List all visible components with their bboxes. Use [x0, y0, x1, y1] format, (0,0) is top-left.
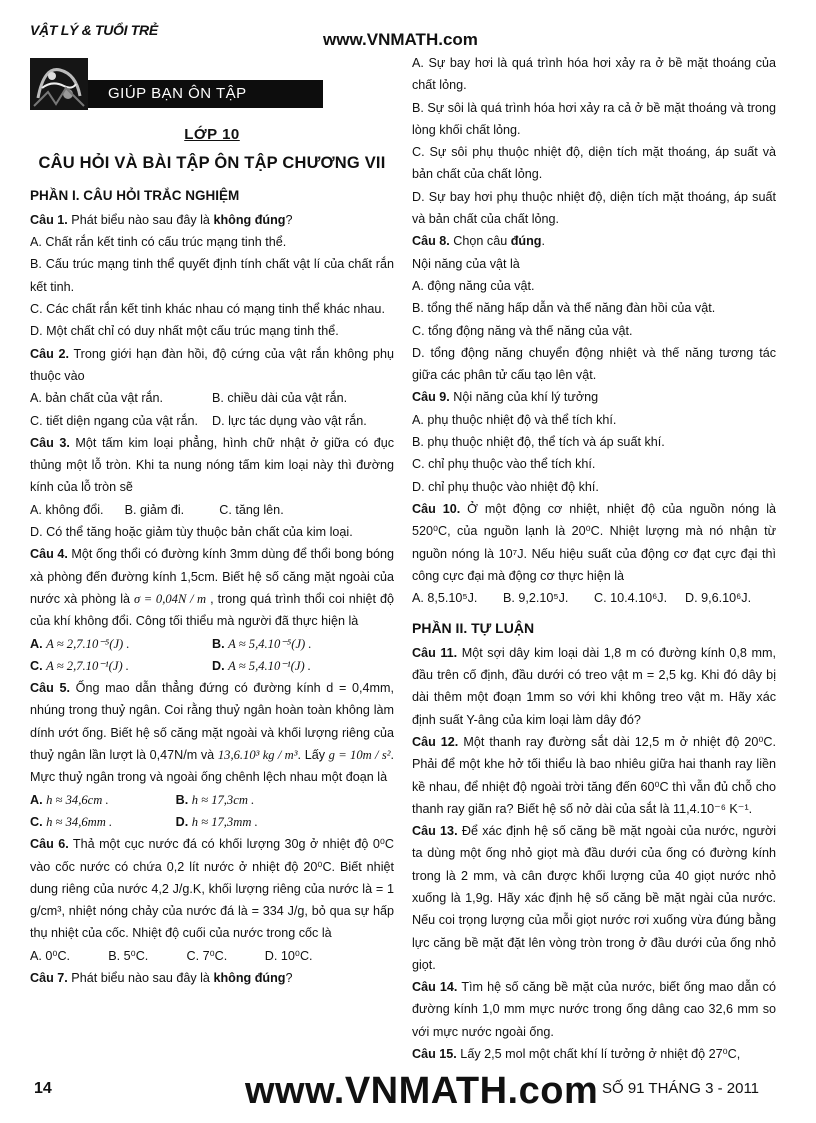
- question-11: Câu 11. Một sợi dây kim loại dài 1,8 m có đường kính 0,8 mm, đầu trên cố định, đầu dưới có treo vật m = 2,5 kg. Khi đó dây bị dài thêm một đoạn 1mm so với khi không treo vật m. Hãy xác định suất Y-âng của kim loại làm dây đó?: [412, 645, 776, 727]
- question-1: Câu 1. Phát biểu nào sau đây là không đúng? A. Chất rắn kết tinh có cấu trúc mạng tinh thể. B. Cấu trúc mạng tinh thể quyết định tính chất vật lí của chất rắn kết tinh. C. Các chất rắn kết tinh khác nhau có mạng tinh thể khác nhau. D. Một chất chỉ có duy nhất một cấu trúc mạng tinh thể.: [30, 209, 394, 343]
- option: B. h ≈ 17,3cm .: [175, 792, 255, 807]
- option: B. A ≈ 5,4.10⁻⁵(J) .: [212, 636, 312, 651]
- option: D. A ≈ 5,4.10⁻¹(J) .: [212, 658, 311, 673]
- option: A. phụ thuộc nhiệt độ và thể tích khí.: [412, 412, 617, 427]
- issue-label: SỐ 91 THÁNG 3 - 2011: [602, 1080, 760, 1097]
- page-number: 14: [34, 1080, 52, 1097]
- option: D. 9,6.10⁶J.: [685, 591, 752, 606]
- site-header: www.VNMATH.com: [323, 30, 478, 49]
- option: C. 10.4.10⁶J.: [594, 591, 668, 606]
- option: A. động năng của vật.: [412, 278, 535, 293]
- option: B. giảm đi.: [124, 502, 185, 517]
- option: B. phụ thuộc nhiệt độ, thể tích và áp suất khí.: [412, 435, 665, 450]
- question-6: Câu 6. Thả một cục nước đá có khối lượng 30g ở nhiệt độ 0⁰C vào cốc nước có chứa 0,2 lít nước ở nhiệt độ 20⁰C. Biết nhiệt dung riêng của nước 4,2 J/g.K, khối lượng riêng của nước là = 1 g/cm³, nhiệt nóng chảy của nước đá là = 334 J/g, bỏ qua sự hấp thụ nhiệt của cốc. Nhiệt độ cuối của nước trong cốc là A. 0⁰C. B. 5⁰C. C. 7⁰C. D. 10⁰C.: [30, 833, 394, 967]
- option: B. 5⁰C.: [108, 948, 149, 963]
- option: C. A ≈ 2,7.10⁻¹(J) .: [30, 658, 129, 673]
- section-banner-label: GIÚP BẠN ÔN TẬP: [88, 80, 323, 108]
- option: D. Sự bay hơi phụ thuộc nhiệt độ, diện tích mặt thoáng, áp suất và bản chất của chất lỏng.: [412, 189, 776, 227]
- option: D. chỉ phụ thuộc vào nhiệt độ khí.: [412, 479, 599, 494]
- option: A. 8,5.10⁵J.: [412, 591, 478, 606]
- decorative-emblem-icon: [30, 58, 88, 110]
- magazine-logo: VẬT LÝ & TUỔI TRẺ: [30, 22, 158, 38]
- option: D. lực tác dụng vào vật rắn.: [212, 413, 367, 428]
- question-3: Câu 3. Một tấm kim loại phẳng, hình chữ nhật ở giữa có đục thủng một lỗ tròn. Khi ta nung nóng tấm kim loại này thì đường kính của lỗ tròn sẽ A. không đổi. B. giảm đi. C. tăng lên. D. Có thể tăng hoặc giảm tùy thuộc bản chất của kim loại.: [30, 432, 394, 543]
- option: A. bản chất của vật rắn.: [30, 391, 164, 406]
- option: C. Sự sôi phụ thuộc nhiệt độ, diện tích mặt thoáng, áp suất và bản chất của chất lỏng.: [412, 145, 776, 182]
- question-2: Câu 2. Trong giới hạn đàn hồi, độ cứng của vật rắn không phụ thuộc vào A. bản chất của vật rắn. B. chiều dài của vật rắn. C. tiết diện ngang của vật rắn. D. lực tác dụng vào vật rắn.: [30, 343, 394, 432]
- question-4: Câu 4. Một ống thổi có đường kính 3mm dùng để thổi bong bóng xà phòng đến đường kính 1,5cm. Biết hệ số căng mặt ngoài của nước xà phòng là σ = 0,04N / m , trong quá trình thổi coi nhiệt độ của khí không đổi. Công tối thiểu mà người đã thực hiện là A. A ≈ 2,7.10⁻⁵(J) . B. A ≈ 5,4.10⁻⁵(J) . C. A ≈ 2,7.10⁻¹(J) . D. A ≈ 5,4.10⁻¹(J) .: [30, 543, 394, 677]
- option: A. 0⁰C.: [30, 948, 71, 963]
- option: D. h ≈ 17,3mm .: [175, 814, 258, 829]
- question-10: Câu 10. Ở một động cơ nhiệt, nhiệt độ của nguồn nóng là 520⁰C, của nguồn lạnh là 20⁰C. Nhiệt lượng mà nó nhận từ nguồn nóng là 10⁷J. Nếu hiệu suất của động cơ đạt cực đại thì công cực đại mà động cơ thực hiện là A. 8,5.10⁵J. B. 9,2.10⁵J. C. 10.4.10⁶J. D. 9,6.10⁶J.: [412, 498, 776, 609]
- footer-site: www.VNMATH.com: [245, 1070, 599, 1112]
- part1-title: PHẦN I. CÂU HỎI TRẮC NGHIỆM: [30, 187, 240, 203]
- question-8: Câu 8. Chọn câu đúng. Nội năng của vật là A. động năng của vật. B. tổng thế năng hấp dẫn và thế năng đàn hồi của vật. C. tổng động năng và thế năng của vật. D. tổng động năng chuyển động nhiệt và thế năng tương tác giữa các phân tử cấu tạo lên vật.: [412, 230, 776, 386]
- option: D. tổng động năng chuyển động nhiệt và thế năng tương tác giữa các phân tử cấu tạo lên vật.: [412, 345, 776, 383]
- option: A. Sự bay hơi là quá trình hóa hơi xảy ra ở bề mặt thoáng của chất lỏng.: [412, 56, 776, 93]
- option: C. chỉ phụ thuộc vào thể tích khí.: [412, 457, 596, 472]
- option: A. Chất rắn kết tinh có cấu trúc mạng tinh thể.: [30, 235, 287, 250]
- question-13: Câu 13. Để xác định hệ số căng bề mặt ngoài của nước, người ta dùng một ống nhỏ giọt mà đầu dưới của ống có đường kính trong là 2 mm, và cân được khối lượng của 40 giọt nước nhỏ xuống là 1,9g. Hãy xác định hệ số căng bề mặt ngài của nước. Nếu coi trọng lượng của mỗi giọt nước rơi xuống vừa đúng bằng lực căng bề mặt đặt lên vòng tròn trong ở đầu dưới của ống nhỏ giọt.: [412, 824, 776, 972]
- option: C. tiết diện ngang của vật rắn.: [30, 413, 199, 428]
- question-12: Câu 12. Một thanh ray đường sắt dài 12,5 m ở nhiệt độ 20⁰C. Phải để một khe hở tối thiểu là bao nhiêu giữa hai thanh ray liền kề nhau, để nhiệt độ ngoài trời tăng đến 60⁰C thì vẫn đủ chỗ cho thanh ray giãn ra? Biết hệ số nở dài của sắt là 11,4.10⁻⁶ K⁻¹.: [412, 734, 776, 816]
- question-5: Câu 5. Ống mao dẫn thẳng đứng có đường kính d = 0,4mm, nhúng trong thuỷ ngân. Coi rằng thuỷ ngân hoàn toàn không làm dính ướt ống. Biết hệ số căng mặt ngoài và khối lượng riêng của thuỷ ngân lần lượt là 0,47N/m và 13,6.10³ kg / m³. Lấy g = 10m / s². Mực thuỷ ngân trong và ngoài ống chênh lệch nhau một đoạn là A. h ≈ 34,6cm . B. h ≈ 17,3cm . C. h ≈ 34,6mm . D. h ≈ 17,3mm .: [30, 677, 394, 833]
- question-7-options: [412, 52, 776, 230]
- option: C. tổng động năng và thế năng của vật.: [412, 323, 633, 338]
- question-9: Câu 9. Nội năng của khí lý tưởng A. phụ thuộc nhiệt độ và thể tích khí. B. phụ thuộc nhiệt độ, thể tích và áp suất khí. C. chỉ phụ thuộc vào thể tích khí. D. chỉ phụ thuộc vào nhiệt độ khí.: [412, 386, 776, 497]
- question-7-stem: Câu 7. Phát biểu nào sau đây là không đúng?: [30, 970, 293, 985]
- option: D. 10⁰C.: [264, 948, 313, 963]
- option: B. chiều dài của vật rắn.: [212, 391, 348, 406]
- option: C. tăng lên.: [219, 502, 284, 517]
- option: C. h ≈ 34,6mm .: [30, 814, 113, 829]
- grade-heading: LỚP 10: [184, 126, 240, 143]
- chapter-title: CÂU HỎI VÀ BÀI TẬP ÔN TẬP CHƯƠNG VII: [38, 154, 386, 173]
- section-banner: [30, 58, 394, 110]
- option: B. Cấu trúc mạng tinh thể quyết định tính chất vật lí của chất rắn kết tinh.: [30, 257, 394, 294]
- option: C. Các chất rắn kết tinh khác nhau có mạng tinh thể khác nhau.: [30, 302, 385, 317]
- option: C. 7⁰C.: [186, 948, 228, 963]
- right-column: [412, 52, 776, 1065]
- option: B. tổng thế năng hấp dẫn và thế năng đàn hồi của vật.: [412, 301, 716, 316]
- option: B. 9,2.10⁵J.: [503, 591, 569, 606]
- question-15: Câu 15. Lấy 2,5 mol một chất khí lí tưởng ở nhiệt độ 27⁰C,: [412, 1047, 741, 1062]
- left-column: [30, 58, 394, 989]
- part2-title: PHẦN II. TỰ LUẬN: [412, 620, 535, 637]
- option: A. A ≈ 2,7.10⁻⁵(J) .: [30, 636, 130, 651]
- question-14: Câu 14. Tìm hệ số căng bề mặt của nước, biết ống mao dẫn có đường kính 1,0 mm mực nước trong ống dâng cao 32,6 mm so với mực nước ngoài ống.: [412, 980, 776, 1039]
- option: D. Một chất chỉ có duy nhất một cấu trúc mạng tinh thể.: [30, 324, 339, 339]
- option: A. không đổi.: [30, 502, 104, 517]
- option: A. h ≈ 34,6cm .: [30, 792, 109, 807]
- option: B. Sự sôi là quá trình hóa hơi xảy ra cả ở bề mặt thoáng và trong lòng khối chất lỏng.: [412, 100, 776, 137]
- option: D. Có thể tăng hoặc giảm tùy thuộc bản chất của kim loại.: [30, 525, 353, 540]
